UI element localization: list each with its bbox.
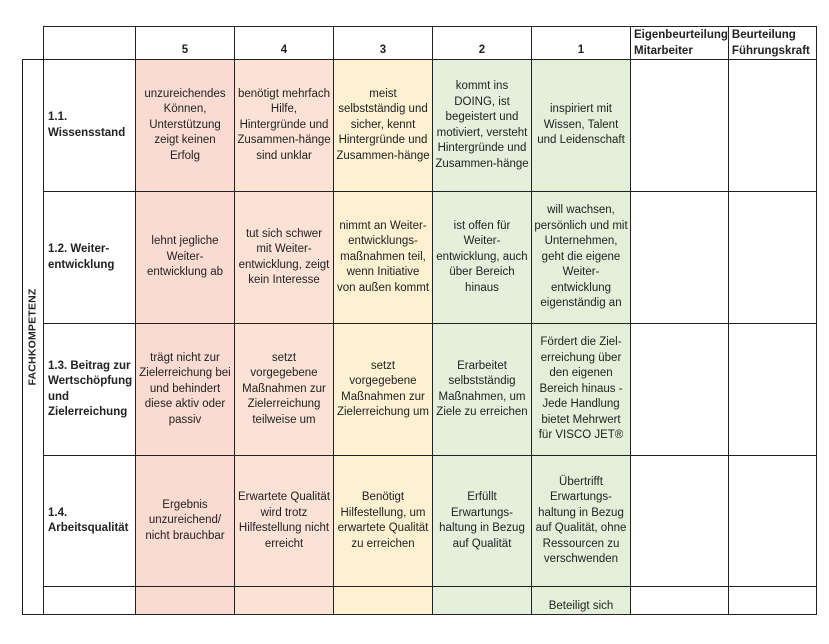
manager-assessment-input[interactable] [728, 192, 816, 324]
level-1-header: 1 [532, 27, 631, 60]
self-assessment-input[interactable] [631, 456, 729, 587]
self-assessment-input[interactable] [631, 587, 729, 615]
cell-text: ist offen für Weiter-entwicklung, auch über Bereich hinaus [436, 219, 528, 294]
manager-assessment-input[interactable] [728, 587, 816, 615]
table-row [23, 456, 817, 587]
header-row [23, 27, 817, 60]
level-2-cell [433, 192, 532, 324]
level-5-cell [136, 324, 235, 456]
level-5-cell [136, 587, 235, 615]
level-1-cell [532, 456, 631, 587]
cell-text: trägt nicht zur Zielerreichung bei und behindert diese aktiv oder passiv [139, 351, 231, 426]
section-cell [23, 60, 44, 615]
level-3-cell [334, 60, 433, 192]
cell-text: Erarbeitet selbstständig Maßnahmen, um Ziele zu erreichen [436, 359, 528, 418]
criterion-label: 1.2. Weiter-entwicklung [44, 192, 136, 324]
self-assessment-input[interactable] [631, 60, 729, 192]
level-2-cell [433, 456, 532, 587]
level-5-cell [136, 456, 235, 587]
level-3-cell [334, 456, 433, 587]
level-1-cell [532, 60, 631, 192]
criterion-label [44, 587, 136, 615]
level-1-cell [532, 192, 631, 324]
criterion-label: 1.3. Beitrag zur Wertschöpfung und Zielerreichung [44, 324, 136, 456]
manager-assessment-input[interactable] [728, 456, 816, 587]
cell-text: setzt vorgegebene Maßnahmen zur Zielerreichung um [336, 359, 430, 418]
self-assessment-input[interactable] [631, 324, 729, 456]
table-row [23, 587, 817, 615]
cell-text: Fördert die Ziel-erreichung über den eigenen Bereich hinaus - Jede Handlung bietet Mehrwert für VISCO JET® [538, 336, 624, 442]
level-1-cell [532, 587, 631, 615]
level-3-cell [334, 192, 433, 324]
cell-text: benötigt mehrfach Hilfe, Hintergründe und Zusammen-hänge sind unklar [237, 87, 331, 162]
level-3-header: 3 [334, 27, 433, 60]
self-assessment-header: Eigenbeurteilung Mitarbeiter [631, 27, 729, 60]
manager-assessment-input[interactable] [728, 324, 816, 456]
cell-text: lehnt jegliche Weiter-entwicklung ab [146, 235, 224, 279]
cell-text: tut sich schwer mit Weiter-entwicklung, zeigt kein Interesse [238, 227, 330, 286]
cell-text: will wachsen, persönlich und mit Unternehmen, geht die eigene Weiter-entwicklung eigenständig an [534, 204, 628, 310]
criterion-label: 1.1. Wissensstand [44, 60, 136, 192]
level-4-cell [235, 324, 334, 456]
manager-assessment-input[interactable] [728, 60, 816, 192]
table-row [23, 60, 817, 192]
cell-text: inspiriert mit Wissen, Talent und Leidenschaft [537, 103, 625, 147]
cell-text: Übertrifft Erwartungs-haltung in Bezug auf Qualität, ohne Ressourcen zu verschwenden [535, 475, 627, 565]
cell-text: meist selbstständig und sicher, kennt Hintergründe und Zusammen-hänge [336, 87, 430, 162]
level-4-cell [235, 587, 334, 615]
cell-text: nimmt an Weiter-entwicklungs-maßnahmen teil, wenn Initiative von außen kommt [336, 219, 430, 294]
cell-text: Ergebnis unzureichend/ nicht brauchbar [145, 498, 225, 542]
section-label: FACHKOMPETENZ [26, 288, 39, 386]
level-4-header: 4 [235, 27, 334, 60]
level-3-cell [334, 587, 433, 615]
level-4-cell [235, 192, 334, 324]
level-2-cell [433, 60, 532, 192]
cell-text: setzt vorgegebene Maßnahmen zur Zielerreichung teilweise um [242, 351, 326, 426]
level-2-header: 2 [433, 27, 532, 60]
table-row [23, 192, 817, 324]
level-2-cell [433, 324, 532, 456]
cell-text: Erfüllt Erwartungs-haltung in Bezug auf Qualität [439, 491, 525, 550]
level-4-cell [235, 456, 334, 587]
level-5-cell [136, 60, 235, 192]
level-4-cell [235, 60, 334, 192]
self-assessment-input[interactable] [631, 192, 729, 324]
cell-text: unzureichendes Können, Unterstützung zeigt keinen Erfolg [144, 87, 226, 162]
level-5-header: 5 [136, 27, 235, 60]
level-1-cell [532, 324, 631, 456]
cell-text: Benötigt Hilfestellung, um erwartete Qualität zu erreichen [337, 491, 429, 550]
level-5-cell [136, 192, 235, 324]
cell-text: kommt ins DOING, ist begeistert und motiviert, versteht Hintergründe und Zusammen-hänge [435, 80, 529, 170]
criterion-label: 1.4. Arbeitsqualität [44, 456, 136, 587]
header-criterion [44, 27, 136, 60]
level-2-cell [433, 587, 532, 615]
level-3-cell [334, 324, 433, 456]
cell-text: Erwartete Qualität wird trotz Hilfestellung nicht erreicht [237, 491, 331, 550]
manager-assessment-header: Beurteilung Führungskraft [728, 27, 816, 60]
table-row [23, 324, 817, 456]
header-corner [23, 27, 44, 60]
cell-text: Beteiligt sich [548, 599, 614, 612]
assessment-table [22, 26, 817, 615]
